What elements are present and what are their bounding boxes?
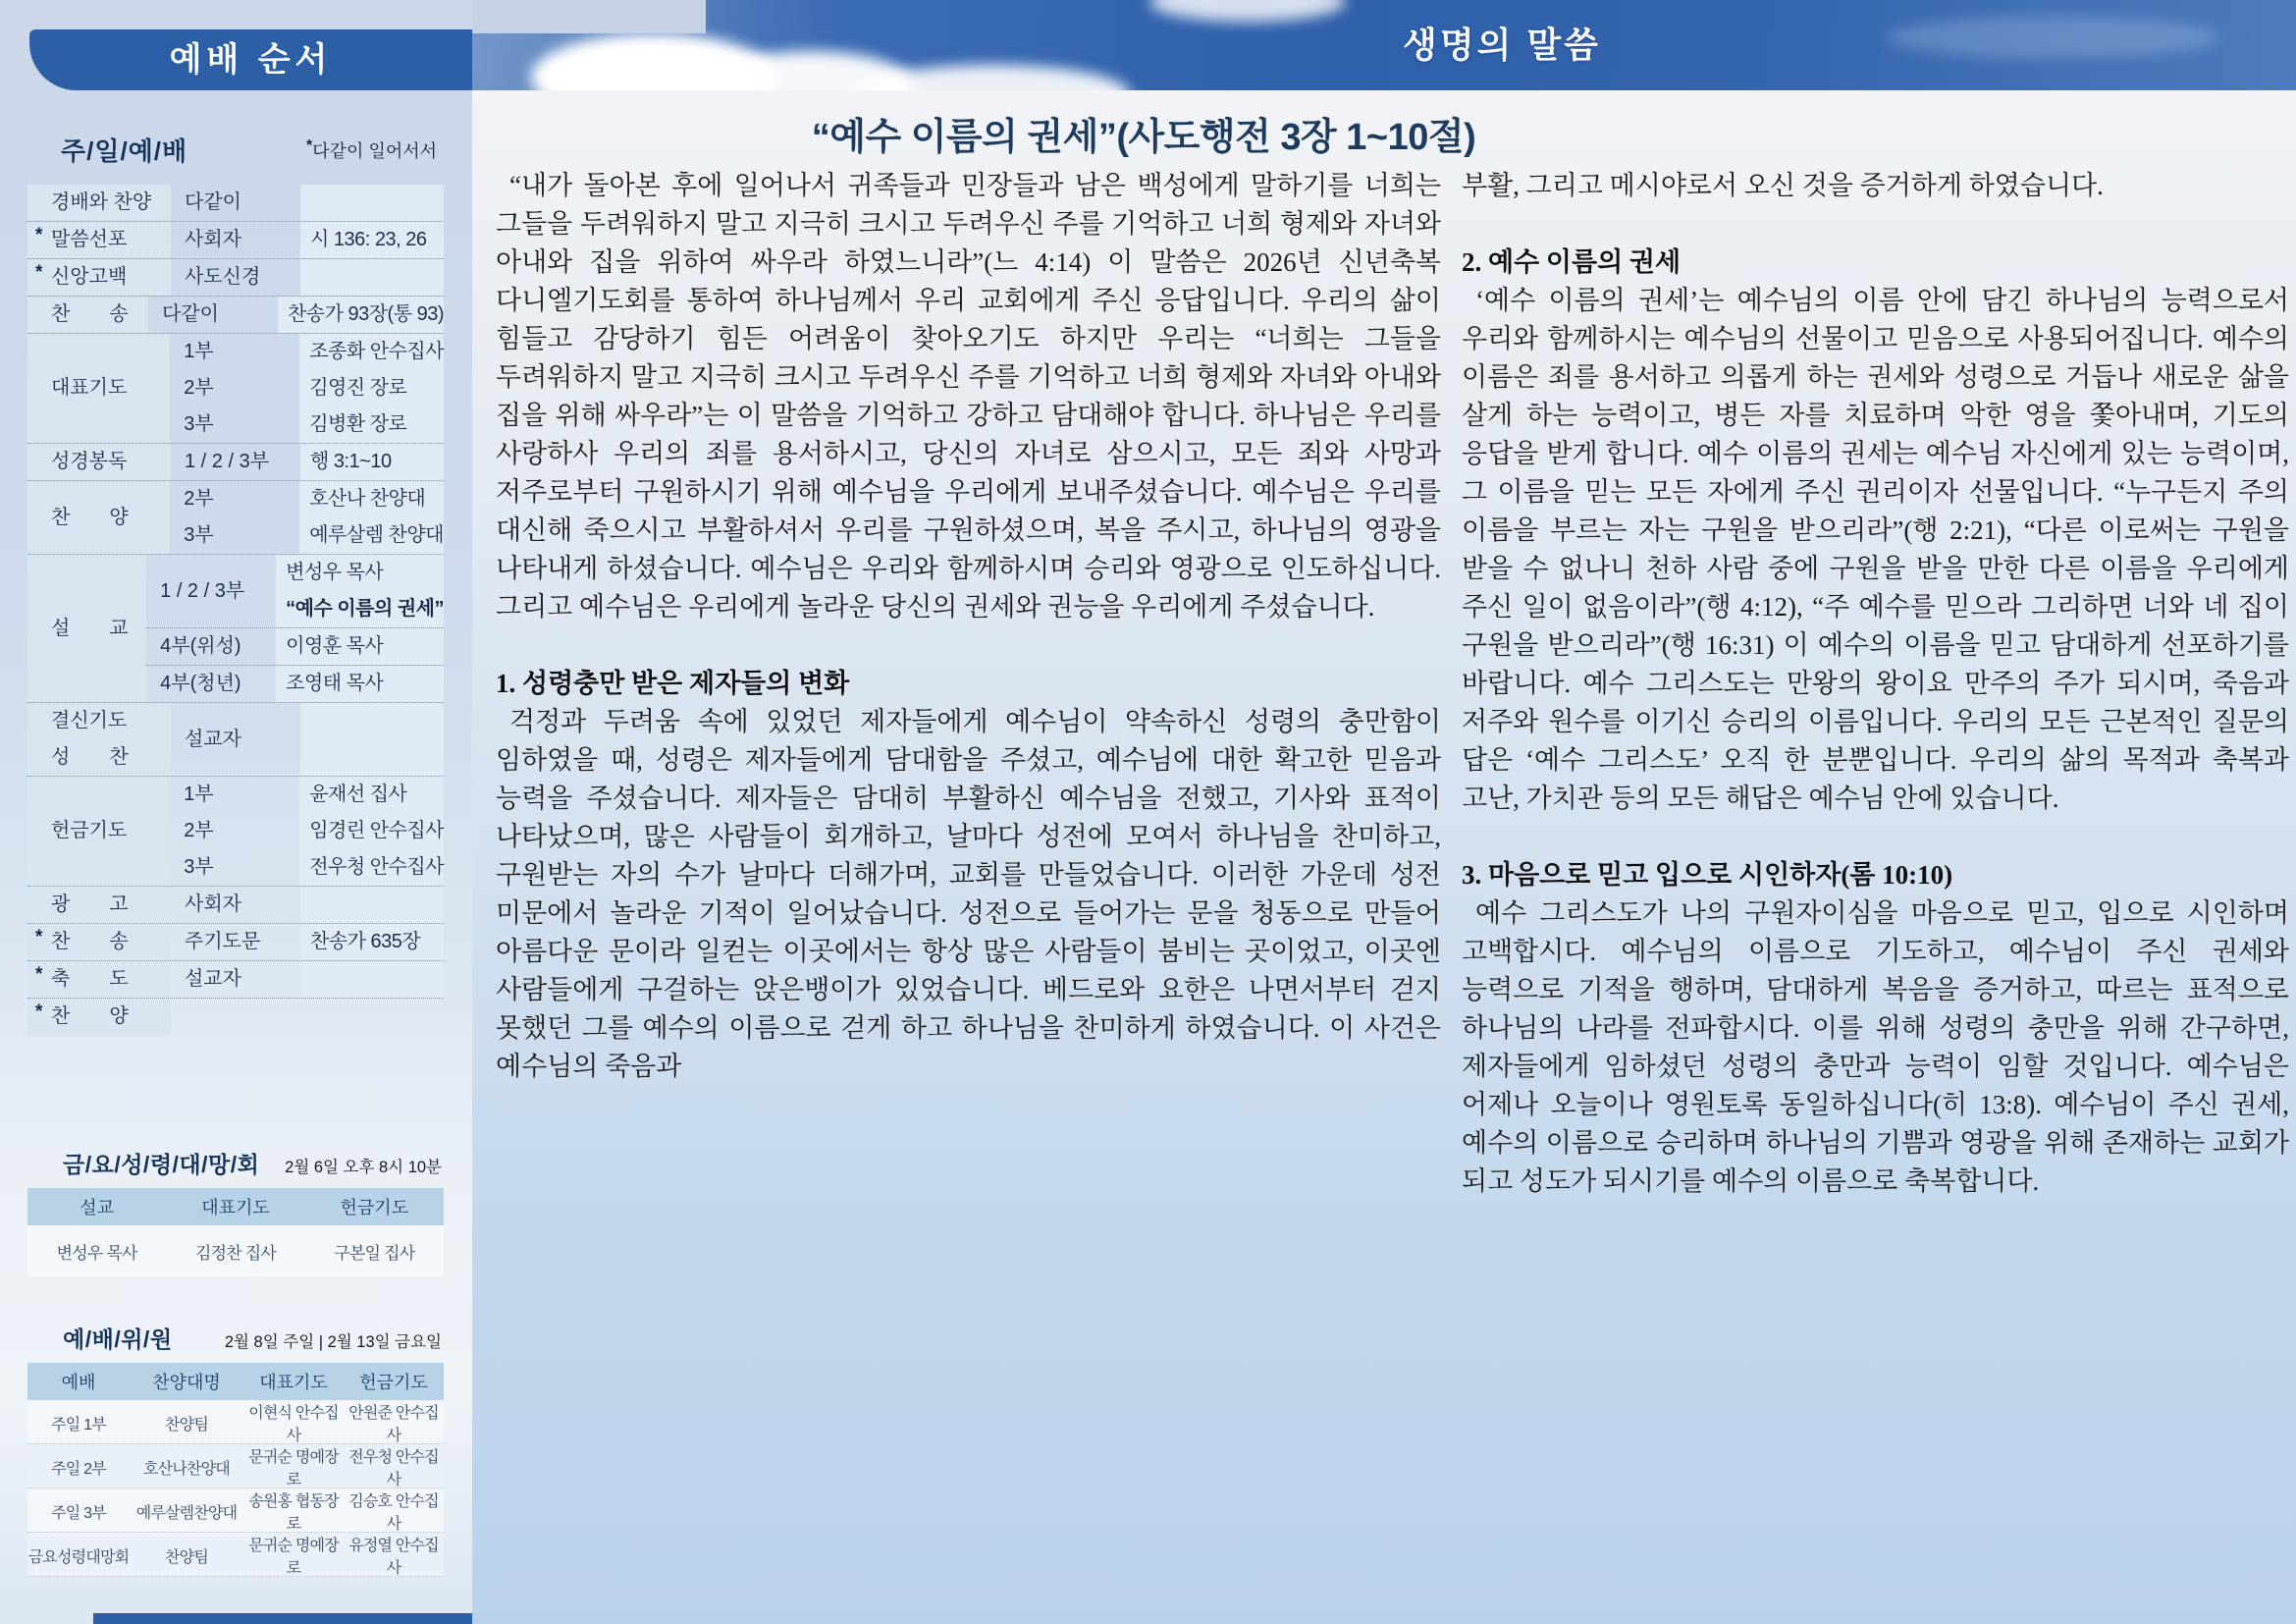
- committee-section-head: [27, 1322, 444, 1363]
- order-of-worship-header-bar: [29, 29, 472, 90]
- worship-value-cell: [276, 628, 444, 665]
- worship-row-subs: [171, 222, 444, 258]
- footer-accent-bar: [93, 1613, 472, 1624]
- worship-value: 호산나 찬양대: [309, 488, 426, 510]
- worship-value-cell: [299, 849, 444, 886]
- worship-row-subs: [170, 334, 444, 443]
- table-cell: 주일 3부: [51, 1504, 106, 1522]
- worship-sub-row: [171, 444, 444, 480]
- worship-value: 임경린 안수집사: [309, 820, 444, 841]
- table-row: [27, 1444, 444, 1489]
- worship-value: 예루살렘 찬양대: [309, 524, 444, 546]
- table-cell: 구본일 집사: [334, 1243, 415, 1263]
- column-header: 찬양대명: [152, 1373, 221, 1392]
- worship-value-cell: [300, 999, 444, 1035]
- worship-value-cell: [300, 444, 444, 480]
- worship-sub-row: [170, 517, 444, 554]
- worship-sub-row: [170, 406, 444, 443]
- worship-item-label-line: 설 교: [51, 617, 129, 639]
- worship-leader-cell: [171, 999, 300, 1035]
- worship-row-subs: [146, 555, 444, 702]
- worship-sub-row: [146, 665, 444, 702]
- worship-leader: 사도신경: [185, 266, 261, 288]
- worship-value: 시 136: 23, 26: [310, 229, 427, 250]
- worship-row: [27, 258, 444, 296]
- worship-leader-cell: [171, 185, 300, 221]
- worship-leader-cell: [146, 628, 276, 665]
- sermon-paragraph: 예수 그리스도가 나의 구원자이심을 마음으로 믿고, 입으로 시인하며 고백합시다. 예수님의 이름으로 기도하고, 예수님이 주신 권세와 능력으로 기적을 행하며, 담대하게 복음을 증거하고, 따르는 표적으로 하나님의 나라를 전파합시다. 이를 위해 성령의 충만을 위해 간구하면, 제자들에게 임하셨던 성령의 충만과 능력이 임할 것입니다. 예수님은 어제나 오늘이나 영원토록 동일하십니다(히 13:8). 예수님이 주신 권세, 예수의 이름으로 승리하며 하나님의 기쁨과 영광을 위해 존재하는 교회가 되고 성도가 되시기를 예수의 이름으로 축복합니다.: [1462, 898, 2289, 1196]
- sermon-paragraph: ‘예수 이름의 권세’는 예수님의 이름 안에 담긴 하나님의 능력으로서 우리와 함께하시는 예수님의 선물이고 믿음으로 사용되어집니다. 예수의 이름은 죄를 용서하고 의롭게 하는 권세와 성령으로 거듭나 새로운 삶을 살게 하는 능력이고, 병든 자를 치료하며 악한 영을 쫓아내며, 기도의 응답을 받게 합니다. 예수 이름의 권세는 예수님 자신에게 있는 능력이며, 그 이름을 믿는 모든 자에게 주신 권리이자 선물입니다. “누구든지 주의 이름을 부르는 자는 구원을 받으리라”(행 2:21), “다른 이로써는 구원을 받을 수 없나니 천하 사람 중에 구원을 받을 만한 다른 이름을 우리에게 주신 일이 없음이라”(행 4:12), “주 예수를 믿으라 그리하면 너와 네 집이 구원을 받으리라”(행 16:31) 이 예수의 이름을 믿고 담대하게 선포하기를 바랍니다. 예수 그리스도는 만왕의 왕이요 만주의 주가 되시며, 죽음과 저주와 원수를 이기신 승리의 이름입니다. 우리의 모든 근본적인 질문의 답은 ‘예수 그리스도’ 오직 한 분뿐입니다. 우리의 삶의 목적과 축복과 고난, 가치관 등의 모든 해답은 예수님 안에 있습니다.: [1462, 286, 2289, 813]
- worship-leader: 2부: [184, 377, 214, 399]
- table-cell: 김승호 안수집사: [348, 1493, 439, 1533]
- worship-value-cell: [299, 813, 444, 849]
- worship-value: [310, 961, 444, 998]
- table-row: [27, 1400, 444, 1444]
- worship-value: 이영훈 목사: [286, 635, 384, 657]
- worship-row: [27, 333, 444, 443]
- table-cell: 유정열 안수집사: [348, 1538, 439, 1577]
- sermon-column-right: [1462, 167, 2289, 1201]
- sunday-worship-heading: 주/일/예/배: [61, 136, 188, 166]
- sermon-paragraph: “내가 돌아본 후에 일어나서 귀족들과 민장들과 남은 백성에게 말하기를 너희는 그들을 두려워하지 말고 지극히 크시고 두려우신 주를 기억하고 너희 형제와 자녀와 아내와 집을 위하여 싸우라 하였느니라”(느 4:14) 이 말씀은 2026년 신년축복 다니엘기도회를 통하여 하나님께서 우리 교회에게 주신 응답입니다. 우리의 삶이 힘들고 감당하기 힘든 어려움이 찾아오기도 하지만 우리는 “너희는 그들을 두려워하지 말고 지극히 크시고 두려우신 주를 기억하고 너희 형제와 자녀와 아내와 집을 위해 싸우라”는 이 말씀을 기억하고 강하고 담대해야 합니다. 하나님은 우리를 사랑하사 우리의 죄를 용서하시고, 당신의 자녀로 삼으시고, 모든 죄와 사망과 저주로부터 구원하시기 위해 예수님을 우리에게 보내주셨습니다. 예수님은 우리를 대신해 죽으시고 부활하셔서 우리를 구원하셨으며, 복을 주시고, 하나님의 영광을 나타내게 하셨습니다. 예수님은 우리와 함께하시며 승리와 영광으로 인도하십니다. 그리고 예수님은 우리에게 놀라운 당신의 권세와 권능을 우리에게 주셨습니다.: [496, 171, 1441, 622]
- worship-leader-cell: [171, 924, 300, 960]
- table-cell: 송원홍 협동장로: [248, 1493, 339, 1533]
- worship-item-label: [27, 703, 171, 776]
- worship-leader-cell: [171, 444, 300, 480]
- worship-item-label-line: 찬 송: [51, 303, 129, 325]
- worship-value-cell: [276, 555, 444, 627]
- worship-row: [27, 702, 444, 776]
- worship-item-label: [27, 555, 146, 702]
- worship-value: 행 3:1~10: [310, 451, 392, 472]
- worship-item-label-line: 축 도: [51, 968, 129, 990]
- worship-leader: 다같이: [161, 303, 219, 325]
- worship-item-label: [27, 334, 170, 443]
- worship-item-label-line: 신앙고백: [51, 266, 128, 288]
- worship-row-subs: [170, 777, 444, 886]
- column-header: 예배: [61, 1373, 96, 1392]
- worship-leader: 설교자: [185, 968, 241, 990]
- table-row: [27, 1489, 444, 1533]
- worship-row-subs: [171, 999, 444, 1035]
- worship-row: [27, 998, 444, 1035]
- worship-value: [310, 887, 444, 923]
- worship-value-cell: [300, 887, 444, 923]
- column-header: 설교: [80, 1198, 115, 1218]
- order-of-worship-title: 예배 순서: [169, 41, 333, 79]
- worship-leader-cell: [146, 666, 276, 702]
- table-cell: 문귀순 명예장로: [248, 1538, 339, 1577]
- column-header: 대표기도: [201, 1198, 270, 1218]
- worship-leader: 1부: [184, 341, 214, 362]
- worship-leader: 1부: [184, 784, 214, 805]
- worship-row: [27, 923, 444, 960]
- sermon-section-heading: 1. 성령충만 받은 제자들의 변화: [496, 669, 850, 698]
- worship-item-label-line: 찬 양: [51, 506, 129, 528]
- table-cell: 이현식 안수집사: [248, 1405, 339, 1444]
- worship-row-subs: [170, 481, 444, 554]
- table-cell: 호산나찬양대: [143, 1460, 230, 1478]
- table-cell: 금요성령대망회: [27, 1548, 130, 1566]
- worship-value: “예수 이름의 권세”: [286, 598, 444, 620]
- worship-value: 변성우 목사: [286, 562, 384, 583]
- worship-leader: 사회자: [185, 893, 241, 915]
- worship-leader-cell: [170, 406, 299, 443]
- worship-committee-section: [27, 1322, 444, 1577]
- worship-item-label-line: 결신기도: [51, 710, 128, 731]
- table-cell: 예루살렘찬양대: [135, 1504, 238, 1522]
- worship-leader: 3부: [184, 413, 214, 435]
- table-cell: 전우청 안수집사: [348, 1449, 439, 1489]
- worship-sub-row: [170, 777, 444, 813]
- worship-sub-row: [170, 849, 444, 886]
- worship-row-subs: [171, 924, 444, 960]
- sermon-paragraph: 부활, 그리고 메시야로서 오신 것을 증거하게 하였습니다.: [1462, 171, 2104, 200]
- friday-section-title: 금/요/성/령/대/망/회: [63, 1152, 260, 1177]
- worship-row: [27, 185, 444, 221]
- worship-item-label: [27, 259, 171, 296]
- worship-row-subs: [171, 259, 444, 296]
- table-cell: 주일 1부: [51, 1416, 106, 1434]
- worship-sub-row: [170, 481, 444, 517]
- worship-item-label-line: 찬 양: [51, 1005, 129, 1027]
- worship-leader: 사회자: [185, 229, 241, 250]
- worship-row: [27, 221, 444, 258]
- worship-item-label-line: 말씀선포: [51, 229, 128, 250]
- worship-value-cell: [276, 666, 444, 702]
- worship-value-cell: [299, 517, 444, 554]
- worship-item-label: [27, 887, 171, 923]
- worship-sub-row: [171, 999, 444, 1035]
- worship-leader-cell: [171, 887, 300, 923]
- word-of-life-title: 생명의 말씀: [1403, 25, 1601, 65]
- worship-leader-cell: [170, 777, 299, 813]
- worship-sub-row: [171, 259, 444, 296]
- worship-row-subs: [171, 961, 444, 998]
- worship-item-label-line: 성 찬: [51, 746, 129, 768]
- worship-value-cell: [299, 481, 444, 517]
- worship-leader: 설교자: [185, 728, 241, 750]
- worship-value-cell: [299, 777, 444, 813]
- worship-item-label: [27, 777, 170, 886]
- table-cell: 주일 2부: [51, 1460, 106, 1478]
- table-cell: 찬양팀: [165, 1416, 208, 1434]
- worship-value-cell: [299, 334, 444, 370]
- worship-item-label: [27, 222, 171, 258]
- table-cell: 문귀순 명예장로: [248, 1449, 339, 1489]
- worship-order-page: [0, 0, 472, 1624]
- worship-item-label-line: 대표기도: [51, 377, 128, 399]
- worship-leader: 3부: [184, 524, 214, 546]
- worship-value: 찬송가 635장: [310, 931, 421, 952]
- worship-value: 조영태 목사: [286, 673, 384, 694]
- worship-sub-row: [171, 703, 444, 776]
- worship-value: 윤재선 집사: [309, 784, 407, 805]
- worship-leader-cell: [170, 517, 299, 554]
- committee-section-title: 예/배/위/원: [63, 1326, 173, 1352]
- worship-value: [310, 999, 444, 1035]
- worship-sub-row: [171, 961, 444, 998]
- worship-committee-table: [27, 1363, 444, 1577]
- worship-row-subs: [171, 444, 444, 480]
- worship-value: 찬송가 93장(통 93): [287, 303, 444, 325]
- worship-value-cell: [278, 297, 444, 333]
- sermon-title: “예수 이름의 권세”(사도행전 3장 1~10절): [811, 117, 1476, 158]
- worship-leader-cell: [171, 259, 300, 296]
- worship-item-label-line: 성경봉독: [51, 451, 128, 472]
- worship-leader: 4부(위성): [160, 635, 241, 657]
- worship-item-label: [27, 481, 170, 554]
- column-header: 대표기도: [259, 1373, 328, 1392]
- table-row: [27, 1225, 444, 1276]
- worship-row-subs: [148, 297, 444, 333]
- committee-section-datetime: 2월 8일 주일 | 2월 13일 금요일: [224, 1333, 442, 1351]
- worship-sub-row: [170, 813, 444, 849]
- standing-star: *: [35, 1001, 43, 1022]
- standing-star: *: [35, 262, 43, 283]
- worship-item-label: [27, 185, 171, 221]
- worship-row-subs: [171, 185, 444, 221]
- worship-row: [27, 554, 444, 702]
- worship-sub-row: [170, 370, 444, 406]
- sermon-section-heading: 3. 마음으로 믿고 입으로 시인하자(롬 10:10): [1462, 860, 1953, 890]
- worship-sub-row: [146, 627, 444, 665]
- worship-row: [27, 443, 444, 480]
- table-cell: 찬양팀: [165, 1548, 208, 1566]
- worship-leader-cell: [170, 481, 299, 517]
- worship-leader: 다같이: [185, 191, 241, 213]
- worship-item-label: [27, 961, 171, 998]
- sermon-paragraph: 걱정과 두려움 속에 있었던 제자들에게 예수님이 약속하신 성령의 충만함이 임하였을 때, 성령은 제자들에게 담대함을 주셨고, 예수님에 대한 확고한 믿음과 능력을 주셨습니다. 제자들은 담대히 부활하신 예수님을 전했고, 기사와 표적이 나타났으며, 많은 사람들이 회개하고, 날마다 성전에 모여서 하나님을 찬미하고, 구원받는 자의 수가 날마다 더해가며, 교회를 만들었습니다. 이러한 가운데 성전 미문에서 놀라운 기적이 일어났습니다. 성전으로 들어가는 문을 청동으로 만들어 아름다운 문이라 일컫는 이곳에서는 항상 많은 사람들이 붐비는 곳이었고, 이곳엔 사람들에게 구걸하는 앉은뱅이가 있었습니다. 베드로와 요한은 나면서부터 걷지 못했던 그를 예수의 이름으로 걷게 하고 하나님을 찬미하게 하였습니다. 이 사건은 예수님의 죽음과: [496, 707, 1441, 1081]
- table-cell: 안원준 안수집사: [348, 1405, 439, 1444]
- table-cell: 김정찬 집사: [194, 1243, 277, 1263]
- standing-star: *: [35, 225, 43, 245]
- worship-item-label: [27, 924, 171, 960]
- friday-prayer-table: [27, 1188, 444, 1276]
- worship-value-cell: [300, 222, 444, 258]
- worship-item-label: [27, 444, 171, 480]
- worship-leader-cell: [170, 334, 299, 370]
- worship-sub-row: [171, 924, 444, 960]
- worship-value: [310, 739, 444, 776]
- worship-row: [27, 480, 444, 554]
- worship-value: [310, 185, 444, 221]
- worship-value: [310, 703, 444, 739]
- worship-sub-row: [171, 185, 444, 221]
- friday-prayer-section: [27, 1147, 444, 1276]
- worship-leader-cell: [170, 849, 299, 886]
- worship-order-table: [27, 185, 444, 1035]
- worship-item-label-line: 광 고: [51, 893, 129, 915]
- worship-row-subs: [171, 703, 444, 776]
- column-header: 헌금기도: [359, 1373, 428, 1392]
- sermon-column-left: [496, 167, 1441, 1086]
- table-header-row: [27, 1188, 444, 1225]
- worship-leader: 3부: [184, 856, 214, 878]
- worship-item-label-line: 헌금기도: [51, 820, 128, 841]
- worship-leader: 2부: [184, 488, 214, 510]
- worship-row: [27, 776, 444, 886]
- worship-row-subs: [171, 887, 444, 923]
- worship-item-label: [27, 999, 171, 1035]
- worship-leader: 1 / 2 / 3부: [160, 579, 245, 602]
- worship-sub-row: [171, 222, 444, 258]
- worship-leader-cell: [170, 813, 299, 849]
- worship-row: [27, 960, 444, 998]
- worship-value: 전우청 안수집사: [309, 856, 444, 878]
- worship-value-cell: [300, 703, 444, 776]
- worship-item-label-line: 경배와 찬양: [51, 191, 152, 213]
- worship-leader: 1 / 2 / 3부: [185, 451, 270, 472]
- worship-value-cell: [300, 185, 444, 221]
- worship-sub-row: [148, 297, 444, 333]
- sermon-section-heading: 2. 예수 이름의 권세: [1462, 247, 1682, 277]
- worship-sub-row: [171, 887, 444, 923]
- worship-value: 조종화 안수집사: [309, 341, 444, 362]
- worship-value: [310, 259, 444, 296]
- worship-value-cell: [300, 924, 444, 960]
- worship-leader-cell: [171, 703, 300, 776]
- worship-row: [27, 296, 444, 333]
- worship-leader: 4부(청년): [160, 673, 241, 694]
- table-cell: 변성우 목사: [56, 1243, 137, 1263]
- standing-star: *: [35, 927, 43, 947]
- worship-value: 김영진 장로: [309, 377, 407, 399]
- worship-value: 김병환 장로: [309, 413, 407, 435]
- worship-sub-row: [146, 555, 444, 627]
- worship-leader-cell: [171, 222, 300, 258]
- worship-leader-cell: [146, 555, 276, 627]
- worship-leader-cell: [170, 370, 299, 406]
- asterisk-mark: *: [306, 137, 313, 154]
- standing-star: *: [35, 964, 43, 985]
- standing-note-text: 다같이 일어서서: [312, 141, 437, 161]
- worship-sub-row: [170, 334, 444, 370]
- worship-row: [27, 886, 444, 923]
- worship-leader-cell: [148, 297, 278, 333]
- worship-item-label-line: 찬 송: [51, 931, 129, 952]
- table-row: [27, 1533, 444, 1577]
- column-header: 헌금기도: [340, 1198, 409, 1218]
- worship-value-cell: [300, 961, 444, 998]
- worship-leader: 주기도문: [185, 931, 261, 952]
- worship-value-cell: [299, 406, 444, 443]
- standing-note: [306, 137, 437, 163]
- worship-leader: 2부: [184, 820, 214, 841]
- friday-section-head: [27, 1147, 444, 1188]
- worship-value-cell: [300, 259, 444, 296]
- worship-item-label: [27, 297, 148, 333]
- worship-leader-cell: [171, 961, 300, 998]
- friday-section-datetime: 2월 6일 오후 8시 10분: [285, 1159, 442, 1176]
- worship-value-cell: [299, 370, 444, 406]
- table-header-row: [27, 1363, 444, 1400]
